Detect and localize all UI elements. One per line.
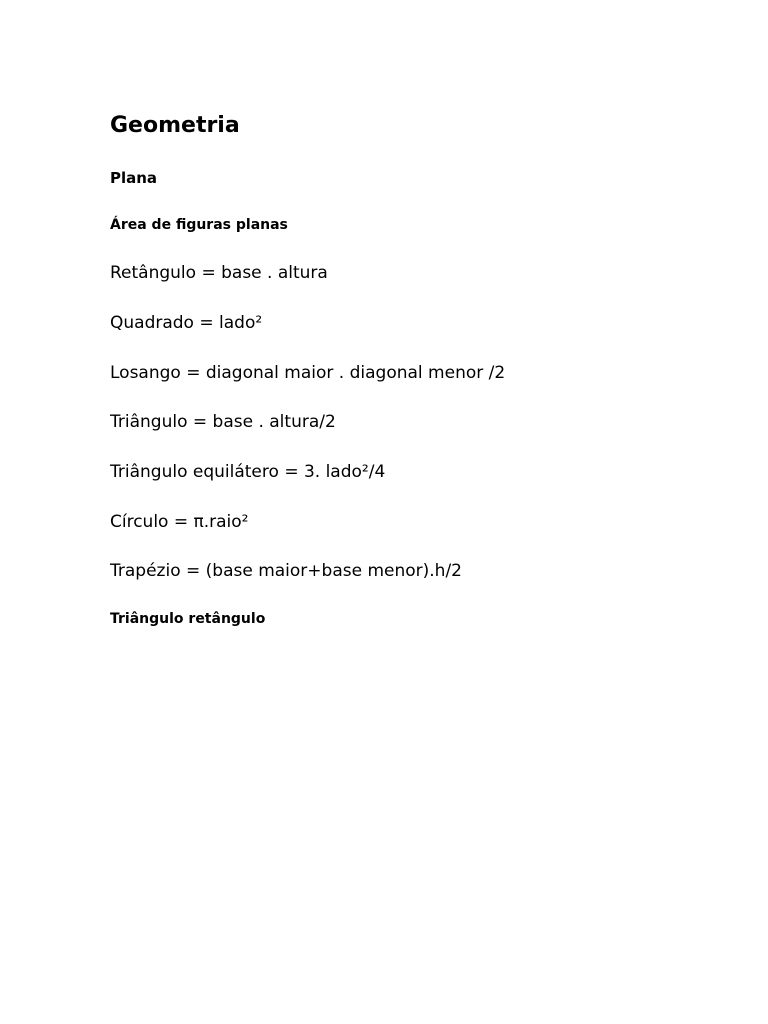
formula-triangulo-equilatero: Triângulo equilátero = 3. lado²/4 bbox=[110, 462, 386, 482]
formula-retangulo: Retângulo = base . altura bbox=[110, 263, 328, 283]
formula-triangulo: Triângulo = base . altura/2 bbox=[110, 412, 336, 432]
section-heading-triangulo-retangulo: Triângulo retângulo bbox=[110, 611, 266, 627]
page-subtitle: Plana bbox=[110, 169, 158, 187]
section-heading-area: Área de figuras planas bbox=[110, 217, 288, 233]
formula-trapezio: Trapézio = (base maior+base menor).h/2 bbox=[110, 561, 463, 581]
page-title: Geometria bbox=[110, 113, 240, 138]
formula-losango: Losango = diagonal maior . diagonal menor /2 bbox=[110, 363, 506, 383]
formula-quadrado: Quadrado = lado² bbox=[110, 313, 263, 333]
formula-circulo: Círculo = π.raio² bbox=[110, 512, 249, 532]
